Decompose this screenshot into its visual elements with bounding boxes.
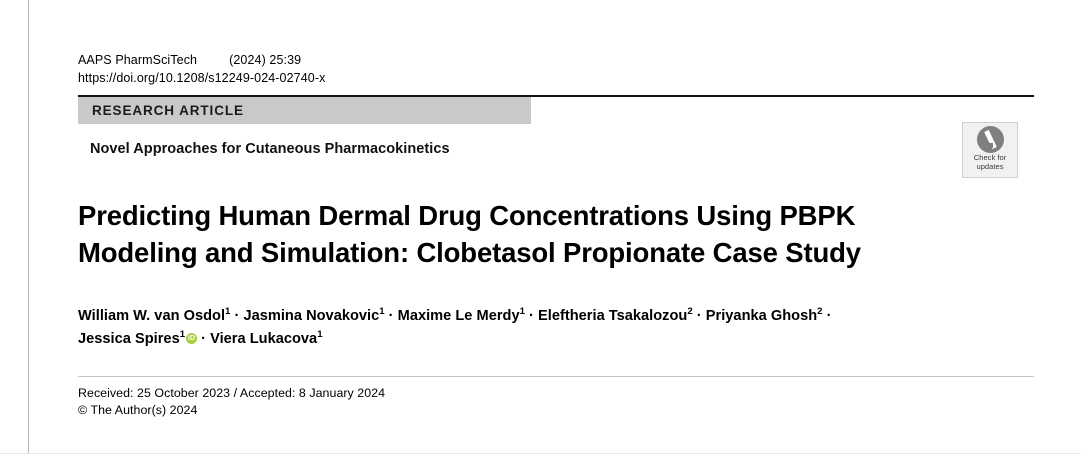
section-label: Novel Approaches for Cutaneous Pharmacokinetics [90, 141, 450, 157]
author-name: Jasmina Novakovic [243, 308, 380, 325]
history-divider [78, 376, 1034, 377]
author-list [78, 305, 978, 350]
article-type-label: RESEARCH ARTICLE [92, 103, 244, 118]
journal-name: AAPS PharmSciTech [78, 53, 198, 67]
author-name: Priyanka Ghosh [705, 308, 818, 325]
author-affiliation-marker: 1 [379, 306, 385, 318]
received-accepted-text: Received: 25 October 2023 / Accepted: 8 January 2024 [78, 386, 386, 401]
crossmark-label [974, 154, 1007, 171]
author-name: William W. van Osdol [78, 308, 226, 325]
author-affiliation-marker: 1 [179, 328, 186, 340]
page-title: Predicting Human Dermal Drug Concentrations Using PBPK Modeling and Simulation: Clobetasol Propionate Case Study [78, 200, 861, 268]
orcid-icon[interactable] [186, 333, 197, 344]
author-affiliation-marker: 1 [225, 306, 231, 318]
page-left-margin-rule [28, 0, 29, 454]
crossmark-icon [977, 126, 1004, 153]
article-type-band [78, 97, 531, 124]
crossmark-line-1: Check for [973, 153, 1007, 162]
author-affiliation-marker: 1 [519, 306, 525, 318]
journal-header [78, 53, 1038, 67]
author-name: Jessica Spires [78, 330, 180, 347]
author-affiliation-marker: 1 [317, 328, 323, 340]
author-line-1: William W. van Osdol$^1$ · Jasmina Novakovic$^1$ · Maxime Le Merdy$^1$ · Eleftheria Tsakalozou$^2$ · Priyanka Ghosh$^2$ · [78, 306, 832, 325]
crossmark-badge[interactable] [962, 122, 1018, 178]
author-name: Viera Lukacova [210, 330, 318, 347]
author-name: Eleftheria Tsakalozou [538, 308, 688, 325]
author-affiliation-marker: 2 [687, 306, 693, 318]
page-content [78, 0, 1038, 417]
author-line-2: Jessica Spires$^1$iD · Viera Lukacova$^1$ [78, 331, 323, 347]
author-affiliation-marker: 2 [817, 306, 823, 318]
crossmark-line-2: updates [976, 161, 1004, 171]
copyright-text: © The Author(s) 2024 [78, 403, 198, 418]
journal-issue: (2024) 25:39 [229, 53, 302, 67]
doi-link[interactable]: https://doi.org/10.1208/s12249-024-02740-x [78, 71, 326, 85]
author-name: Maxime Le Merdy [397, 308, 520, 325]
